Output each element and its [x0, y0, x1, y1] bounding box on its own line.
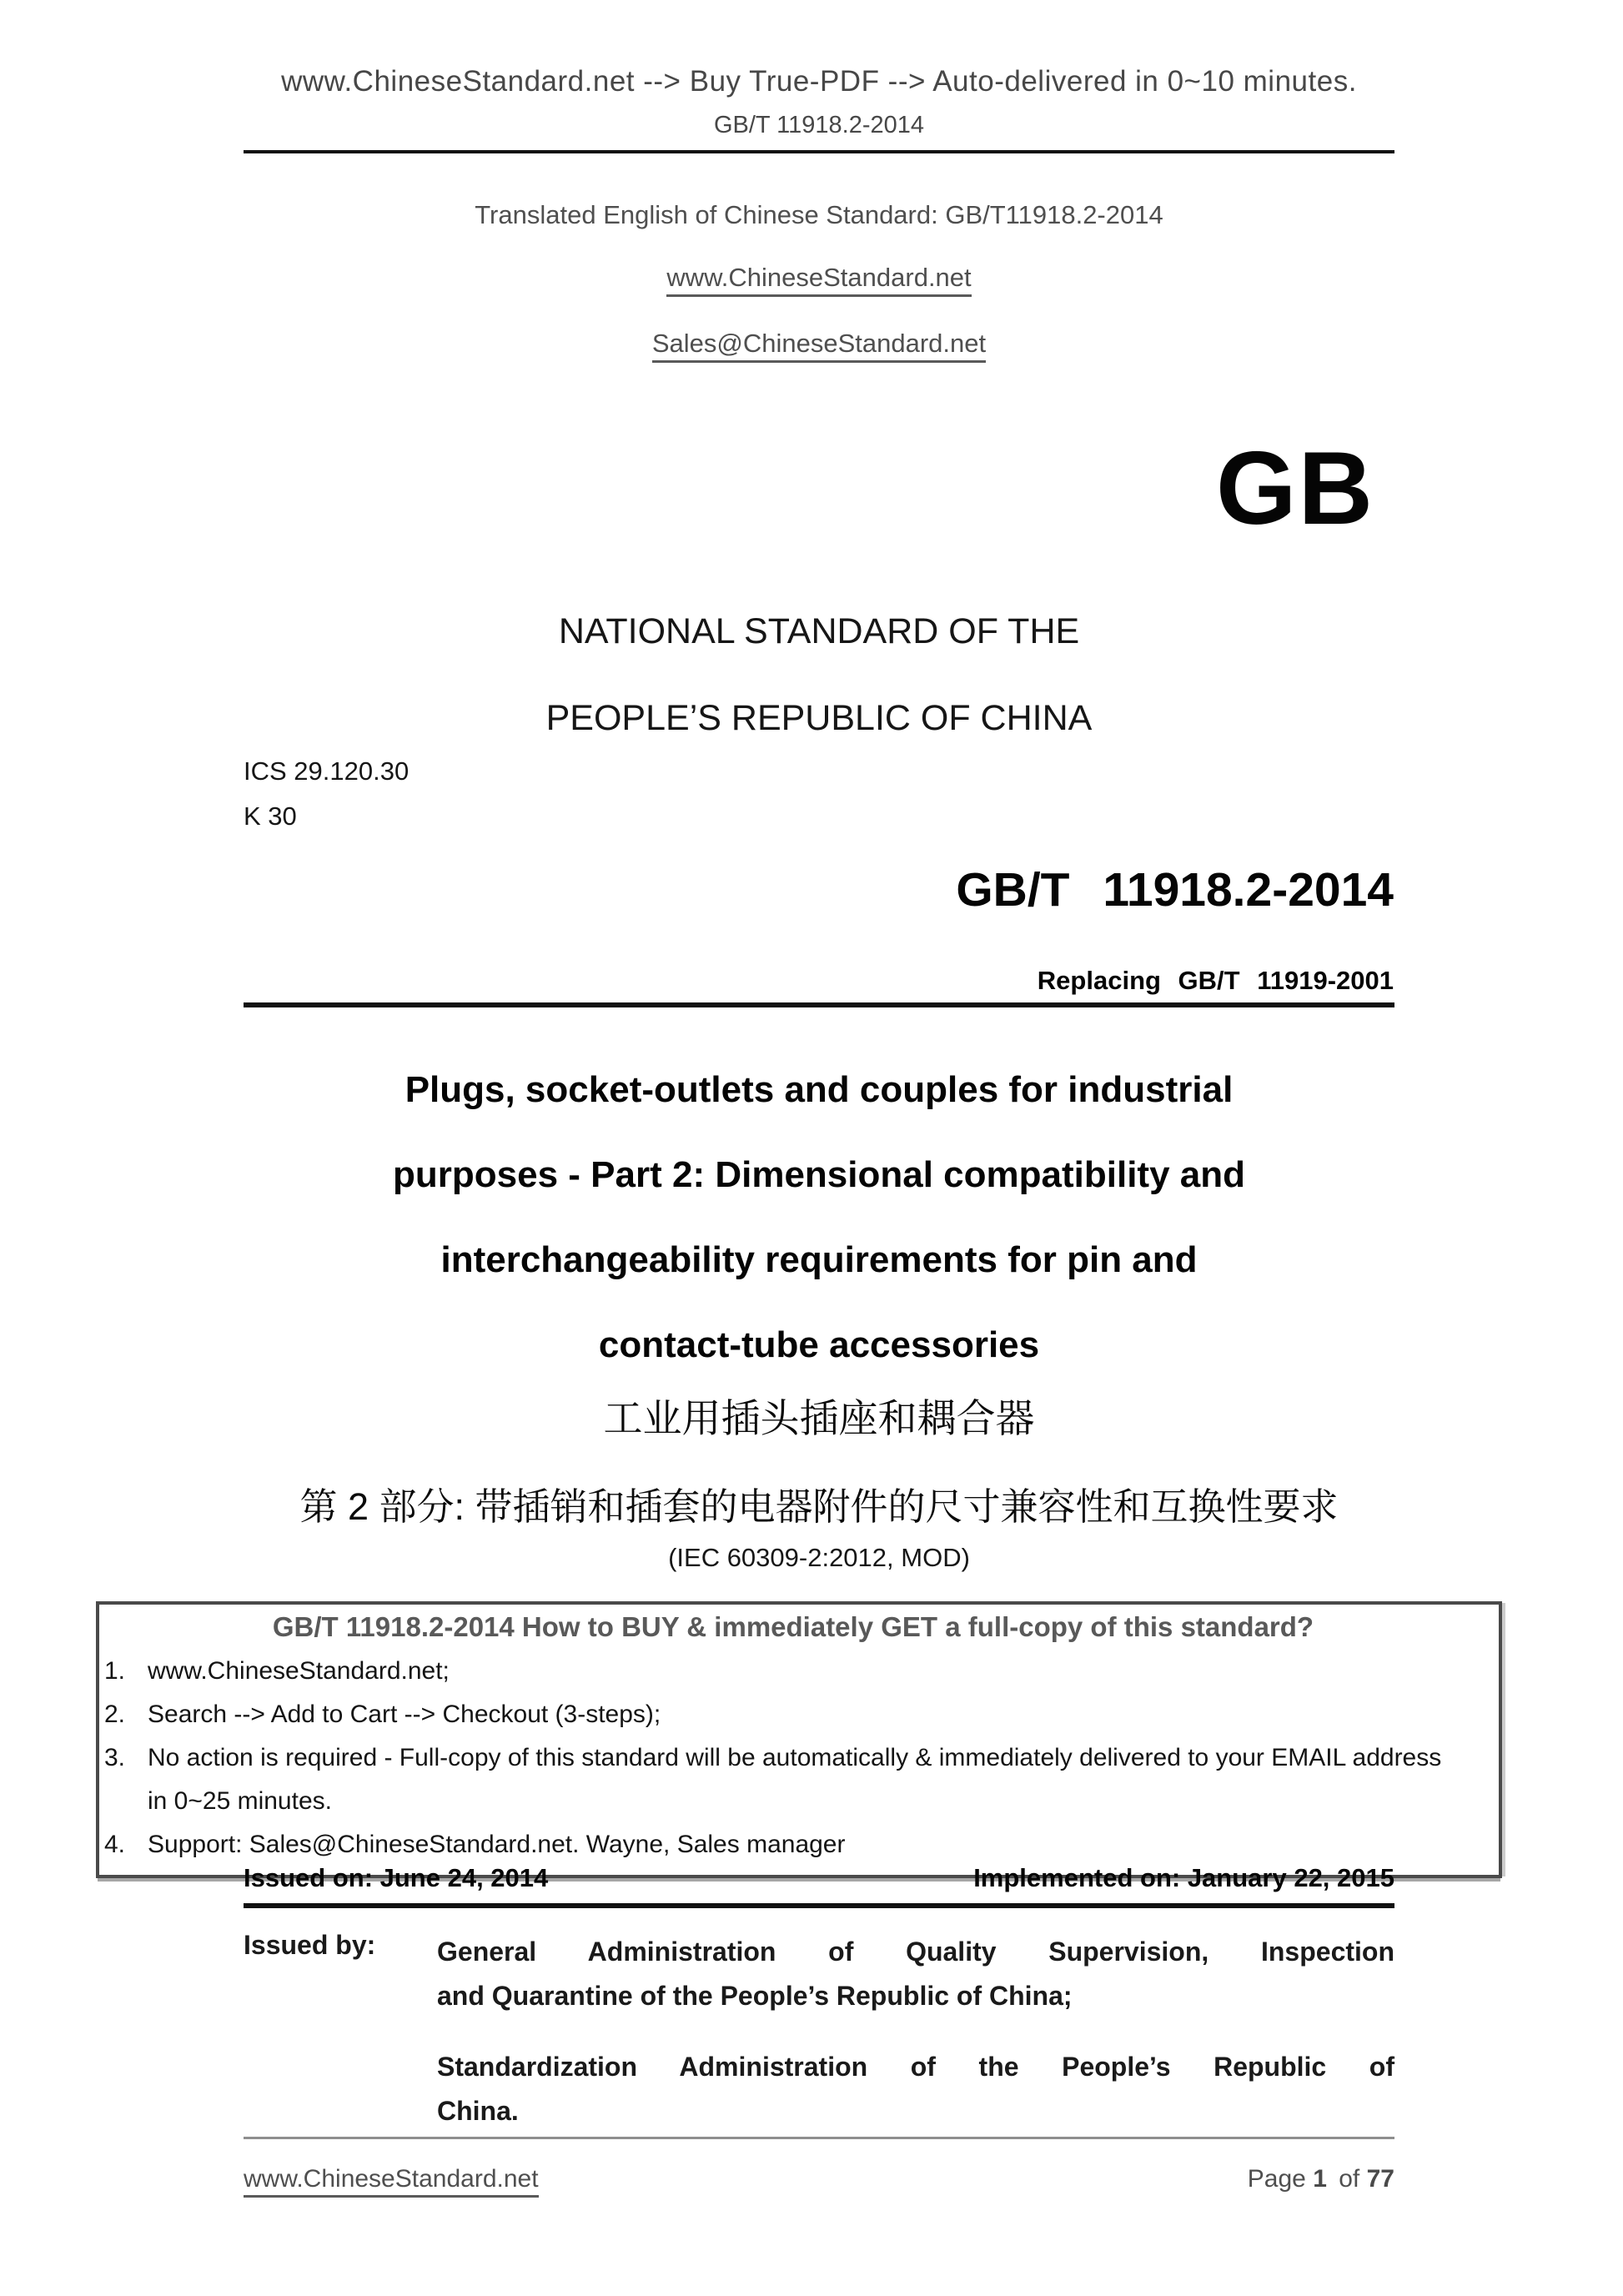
header-standard-number: GB/T 11918.2-2014: [713, 112, 925, 138]
standard-title-en-line-4: contact-tube accessories: [598, 1324, 1040, 1365]
item-text: No action is required - Full-copy of this standard will be automatically & immediately delivered to your EMAIL address in 0~25 minutes.: [148, 1744, 1442, 1815]
of-word: of: [1339, 2165, 1360, 2193]
page-number: 1: [1313, 2165, 1327, 2193]
class-code: K 30: [244, 801, 297, 831]
standard-title-en-line-2: purposes - Part 2: Dimensional compatibility and: [393, 1154, 1245, 1195]
issuer-p1-line-2: and Quarantine of the People’s Republic of China;: [437, 1981, 1073, 2011]
classification-block: [244, 749, 1394, 839]
item-number: 2.: [104, 1701, 126, 1728]
standard-title-en-line-3: interchangeability requirements for pin and: [440, 1239, 1198, 1280]
national-standard-heading: [244, 588, 1394, 761]
issuer-p1-line-1: General Administration of Quality Supervision, Inspection: [437, 1937, 1394, 1967]
item-number: 3.: [104, 1744, 126, 1771]
footer-rule: [244, 2137, 1394, 2139]
footer-site-link[interactable]: www.ChineseStandard.net: [244, 2165, 539, 2198]
email-link[interactable]: Sales@ChineseStandard.net: [652, 329, 986, 363]
national-standard-line-1: NATIONAL STANDARD OF THE: [558, 611, 1080, 651]
standard-title-en-line-1: Plugs, socket-outlets and couples for industrial: [404, 1069, 1234, 1110]
title-top-rule: [244, 1002, 1394, 1007]
issuer-paragraph-1: [437, 1930, 1394, 2018]
issuer-paragraph-2: [437, 2045, 1394, 2133]
issued-by-label: Issued by:: [244, 1930, 376, 1960]
issuer-p2-line-2: China.: [437, 2096, 519, 2126]
item-text: Support: Sales@ChineseStandard.net. Wayne, Sales manager: [148, 1831, 846, 1858]
total-pages: 77: [1366, 2165, 1394, 2193]
iec-reference: (IEC 60309-2:2012, MOD): [668, 1543, 970, 1572]
buy-box-item: [104, 1823, 1482, 1866]
translated-note: Translated English of Chinese Standard: GB/T11918.2-2014: [475, 200, 1163, 229]
buy-info-box: [96, 1601, 1502, 1878]
standard-title-en: [244, 1048, 1394, 1388]
buy-box-item: [104, 1693, 1482, 1736]
buy-box-item: [104, 1736, 1482, 1823]
footer: [244, 2165, 1394, 2198]
item-number: 1.: [104, 1657, 126, 1685]
item-text: www.ChineseStandard.net;: [148, 1657, 450, 1685]
header-banner-line: www.ChineseStandard.net --> Buy True-PDF --> Auto-delivered in 0~10 minutes.: [281, 65, 1357, 98]
item-text: Search --> Add to Cart --> Checkout (3-steps);: [148, 1701, 661, 1728]
standard-number: GB/T 11918.2-2014: [956, 863, 1394, 917]
issued-date: Issued on: June 24, 2014: [244, 1863, 549, 1892]
national-standard-line-2: PEOPLE’S REPUBLIC OF CHINA: [545, 698, 1093, 738]
standard-title-zh-2: 第 2 部分: 带插销和插套的电器附件的尺寸兼容性和互换性要求: [299, 1485, 1339, 1528]
site-link[interactable]: www.ChineseStandard.net: [666, 263, 971, 297]
gb-logo-text: GB: [1216, 431, 1374, 546]
header-divider-rule: [244, 150, 1394, 153]
implemented-date: Implemented on: January 22, 2015: [973, 1863, 1394, 1892]
item-number: 4.: [104, 1831, 126, 1858]
page-word: Page: [1247, 2165, 1306, 2193]
email-link-wrap: [244, 329, 1394, 363]
dates-bottom-rule: [244, 1903, 1394, 1908]
buy-box-item: [104, 1650, 1482, 1693]
issuer-value: [437, 1930, 1394, 2133]
ics-code: ICS 29.120.30: [244, 756, 410, 786]
page-indicator: [1248, 2165, 1394, 2193]
replacing-note: Replacing GB/T 11919-2001: [1037, 966, 1394, 995]
standard-title-zh-1: 工业用插头插座和耦合器: [603, 1396, 1035, 1440]
site-link-wrap: [244, 263, 1394, 297]
issuer-block: [244, 1930, 1394, 2133]
issuer-p2-line-1: Standardization Administration of the People’s Republic of: [437, 2052, 1394, 2082]
buy-box-title: GB/T 11918.2-2014 How to BUY & immediately GET a full-copy of this standard?: [272, 1611, 1314, 1642]
dates-row: [244, 1863, 1394, 1893]
